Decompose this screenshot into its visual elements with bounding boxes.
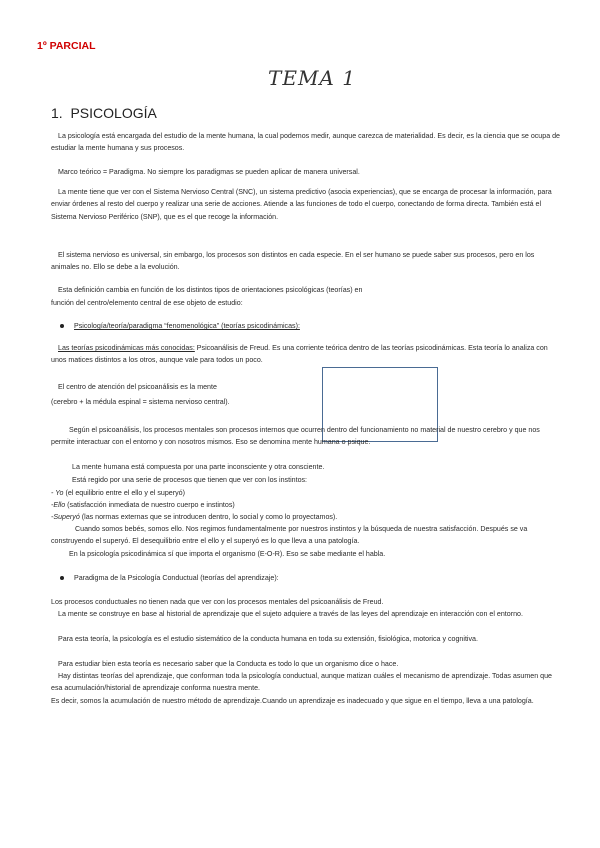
paragraph: La mente se construye en base al historial de aprendizaje que el sujeto adquiere a través de las leyes del aprendizaje en interacción con el entorno. — [58, 610, 523, 618]
bullet-item — [60, 322, 300, 330]
paragraph: (cerebro + la médula espinal = sistema nervioso central). — [51, 398, 230, 406]
paragraph: Para estudiar bien esta teoría es necesario saber que la Conducta es todo lo que un organismo dice o hace. — [58, 660, 399, 668]
paragraph: Esta definición cambia en función de los distintos tipos de orientaciones psicológicas (teorías) en — [58, 286, 363, 294]
instinct-superyo — [51, 511, 561, 523]
paragraph: Marco teórico = Paradigma. No siempre los paradigmas se pueden aplicar de manera universal. — [58, 168, 360, 176]
paragraph: La psicología está encargada del estudio de la mente humana, la cual podemos medir, aunque carezca de materialidad. Es decir, es la ciencia que se ocupa de estudiar la mente humana y sus procesos. — [51, 132, 561, 153]
instinct-ello — [51, 499, 561, 511]
paragraph: Cuando somos bebés, somos ello. Nos regimos fundamentalmente por nuestros instintos y la búsqueda de nuestra satisfacción. Después se va construyendo el superyó. El desequilibrio entre el ello y el superyó es lo que lleva a una patología. — [51, 525, 528, 546]
paragraph: El sistema nervioso es universal, sin embargo, los procesos son distintos en cada especie. En el ser humano se puede saber sus procesos, pero en los animales no. Ello se debe a la evolución. — [51, 251, 535, 272]
instinct-text: (las normas externas que se introducen dentro, lo social y como lo proyectamos). — [79, 513, 338, 521]
section-title: PSICOLOGÍA — [70, 105, 157, 121]
instinct-label: - Yo — [51, 489, 64, 497]
paragraph: El centro de atención del psicoanálisis es la mente — [58, 383, 217, 391]
paragraph — [51, 342, 561, 367]
section-number: 1. — [51, 105, 63, 121]
instinct-label: -Ello — [51, 501, 66, 509]
paragraph: La mente humana está compuesta por una parte inconsciente y otra consciente. — [72, 463, 325, 471]
paragraph: Está regido por una serie de procesos que tienen que ver con los instintos: — [72, 476, 308, 484]
bullet-text: Psicología/teoría/paradigma “fenomenológica” (teorías psicodinámicas): — [74, 322, 300, 330]
instinct-label: -Superyó — [51, 513, 80, 521]
paragraph-text: Según el psicoanálisis, los procesos mentales son procesos internos que ocurren dentro del funcionamiento no material de nuestro cerebro y que nos permite interactuar con el entorno y con nosotros mismos. Eso se denomina mente humana o psique. — [51, 426, 540, 447]
bullet-icon — [60, 576, 64, 580]
paragraph: función del centro/elemento central de ese objeto de estudio: — [51, 299, 243, 307]
paragraph — [51, 424, 561, 449]
topic-title: TEMA 1 — [268, 66, 356, 90]
paragraph-text: Psicoanálisis de Freud. Es una corriente teórica dentro de las teorías psicodinámicas. Esta teoría lo analiza con unos matices distintos a los otros, aunque vale para todos un poco. — [51, 344, 548, 365]
bullet-text: Paradigma de la Psicología Conductual (teorías del aprendizaje): — [74, 574, 279, 582]
instinct-text: (satisfacción inmediata de nuestro cuerpo e instintos) — [65, 501, 235, 509]
paragraph: Es decir, somos la acumulación de nuestro método de aprendizaje.Cuando un aprendizaje es inadecuado y que sigue en el tiempo, lleva a una patología. — [51, 697, 534, 705]
paragraph: Para esta teoría, la psicología es el estudio sistemático de la conducta humana en toda su extensión, fisiológica, motorica y cognitiva. — [58, 635, 478, 643]
section-heading — [51, 105, 157, 121]
paragraph: Los procesos conductuales no tienen nada que ver con los procesos mentales del psicoanálisis de Freud. — [51, 598, 384, 606]
paragraph-label: Las teorías psicodinámicas más conocidas: — [58, 344, 195, 352]
paragraph: La mente tiene que ver con el Sistema Nervioso Central (SNC), un sistema predictivo (asocia experiencias), que se encarga de procesar la información, para enviar órdenes al resto del cuerpo y realizar una serie de acciones. Atiende a las funciones de todo el cuerpo, conectando de forma directa. También está el Sistema Nervioso Periférico (SNP), que es el que recoge la información. — [51, 188, 552, 221]
header-title: 1º PARCIAL — [37, 40, 96, 52]
bullet-icon — [60, 324, 64, 328]
instinct-yo — [51, 487, 561, 499]
paragraph: En la psicología psicodinámica sí que importa el organismo (E-O-R). Eso se sabe mediante el habla. — [69, 550, 386, 558]
instinct-text: (el equilibrio entre el ello y el superyó) — [63, 489, 185, 497]
bullet-item — [60, 574, 279, 582]
paragraph: Hay distintas teorías del aprendizaje, que conforman toda la psicología conductual, aunque matizan cuáles el mecanismo de aprendizaje. Todas asumen que esa acumulación/historial de aprendizaje conforma nuestra mente. — [51, 672, 552, 693]
